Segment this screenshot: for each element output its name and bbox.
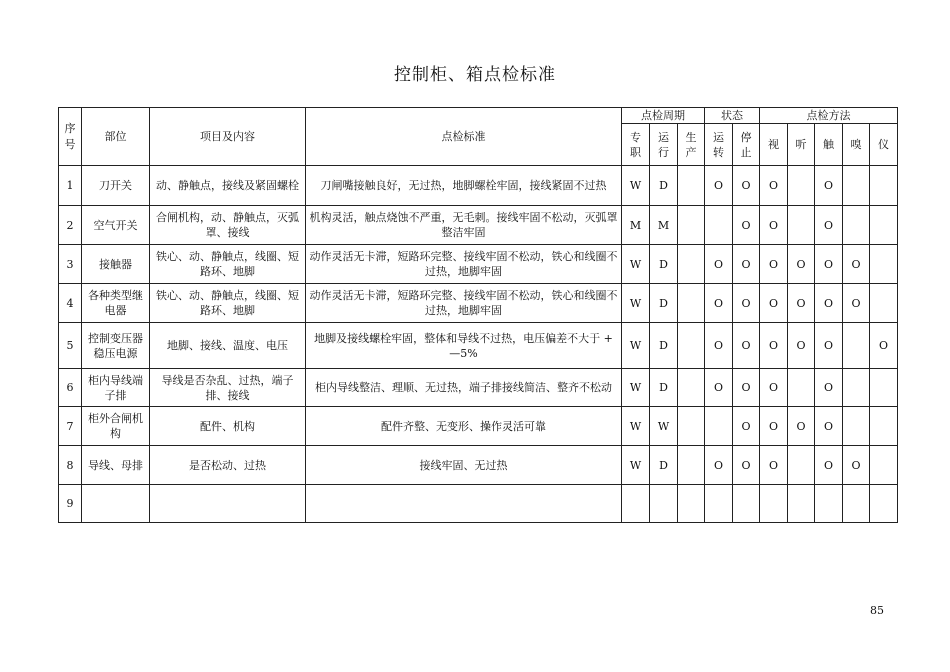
- mark-cell: D: [650, 166, 678, 206]
- row-item: 配件、机构: [150, 407, 306, 446]
- table-row: [59, 369, 898, 407]
- mark-cell: O: [760, 166, 788, 206]
- mark-cell: [843, 485, 870, 523]
- mark-cell: W: [622, 323, 650, 369]
- mark-cell: [870, 245, 898, 284]
- mark-cell: O: [705, 245, 733, 284]
- row-standard: 刀闸嘴接触良好，无过热，地脚螺栓牢固，接线紧固不过热: [306, 166, 622, 206]
- mark-cell: O: [815, 369, 843, 407]
- row-part: 接触器: [82, 245, 150, 284]
- mark-cell: O: [788, 323, 815, 369]
- mark-cell: O: [815, 245, 843, 284]
- header-sub-cell: 生产: [678, 124, 705, 166]
- header-sub-cell: 专职: [622, 124, 650, 166]
- row-item: [150, 485, 306, 523]
- header-sub-cell: 运行: [650, 124, 678, 166]
- mark-cell: [843, 323, 870, 369]
- mark-cell: [705, 485, 733, 523]
- mark-cell: M: [650, 206, 678, 245]
- row-part: 柜外合闸机构: [82, 407, 150, 446]
- mark-cell: O: [870, 323, 898, 369]
- row-item: 是否松动、过热: [150, 446, 306, 485]
- table-row: [59, 323, 898, 369]
- mark-cell: [678, 323, 705, 369]
- header-sub-cell: 嗅: [843, 124, 870, 166]
- header-state: 状态: [705, 108, 760, 124]
- mark-cell: W: [622, 245, 650, 284]
- table-row: [59, 284, 898, 323]
- row-standard: 机构灵活，触点烧蚀不严重，无毛刺。接线牢固不松动，灭弧罩整洁牢固: [306, 206, 622, 245]
- mark-cell: [678, 446, 705, 485]
- header-item: 项目及内容: [150, 108, 306, 166]
- mark-cell: O: [733, 245, 760, 284]
- row-item: 合闸机构，动、静触点，灭弧罩、接线: [150, 206, 306, 245]
- mark-cell: O: [760, 407, 788, 446]
- mark-cell: D: [650, 245, 678, 284]
- row-item: 铁心、动、静触点，线圈、短路环、地脚: [150, 284, 306, 323]
- row-no: 2: [59, 206, 82, 245]
- mark-cell: O: [705, 323, 733, 369]
- mark-cell: [870, 369, 898, 407]
- row-part: 刀开关: [82, 166, 150, 206]
- mark-cell: O: [733, 166, 760, 206]
- row-standard: 接线牢固、无过热: [306, 446, 622, 485]
- mark-cell: [705, 407, 733, 446]
- mark-cell: [788, 485, 815, 523]
- header-sub-cell: 仪: [870, 124, 898, 166]
- mark-cell: M: [622, 206, 650, 245]
- mark-cell: O: [733, 323, 760, 369]
- mark-cell: [678, 206, 705, 245]
- row-no: 4: [59, 284, 82, 323]
- row-part: 导线、母排: [82, 446, 150, 485]
- mark-cell: O: [815, 407, 843, 446]
- mark-cell: O: [733, 284, 760, 323]
- mark-cell: O: [815, 206, 843, 245]
- table-row: [59, 446, 898, 485]
- row-standard: 配件齐整、无变形、操作灵活可靠: [306, 407, 622, 446]
- row-no: 7: [59, 407, 82, 446]
- row-part: 各种类型继电器: [82, 284, 150, 323]
- row-standard: [306, 485, 622, 523]
- mark-cell: [843, 369, 870, 407]
- mark-cell: O: [815, 166, 843, 206]
- mark-cell: [678, 407, 705, 446]
- mark-cell: [678, 369, 705, 407]
- row-item: 导线是否杂乱、过热，端子排、接线: [150, 369, 306, 407]
- mark-cell: O: [788, 245, 815, 284]
- header-sub-cell: 听: [788, 124, 815, 166]
- header-sub-cell: 停止: [733, 124, 760, 166]
- mark-cell: [678, 485, 705, 523]
- row-item: 铁心、动、静触点，线圈、短路环、地脚: [150, 245, 306, 284]
- mark-cell: [870, 206, 898, 245]
- row-item: 动、静触点，接线及紧固螺栓: [150, 166, 306, 206]
- mark-cell: [870, 284, 898, 323]
- mark-cell: O: [815, 284, 843, 323]
- mark-cell: [815, 485, 843, 523]
- mark-cell: O: [705, 166, 733, 206]
- mark-cell: [650, 485, 678, 523]
- mark-cell: O: [705, 284, 733, 323]
- row-no: 3: [59, 245, 82, 284]
- header-method: 点检方法: [760, 108, 898, 124]
- mark-cell: [843, 166, 870, 206]
- row-standard: 地脚及接线螺栓牢固，整体和导线不过热，电压偏差不大于 + —5%: [306, 323, 622, 369]
- header-sub-cell: 运转: [705, 124, 733, 166]
- row-part: 控制变压器稳压电源: [82, 323, 150, 369]
- mark-cell: [843, 206, 870, 245]
- row-standard: 柜内导线整洁、理顺、无过热，端子排接线简洁、整齐不松动: [306, 369, 622, 407]
- mark-cell: [733, 485, 760, 523]
- page-title: 控制柜、箱点检标准: [394, 65, 556, 85]
- header-seq: 序号: [59, 108, 82, 166]
- header-standard: 点检标准: [306, 108, 622, 166]
- mark-cell: O: [788, 407, 815, 446]
- mark-cell: O: [733, 369, 760, 407]
- mark-cell: [788, 166, 815, 206]
- header-sub-cell: 触: [815, 124, 843, 166]
- mark-cell: D: [650, 284, 678, 323]
- mark-cell: [705, 206, 733, 245]
- table-row: [59, 485, 898, 523]
- mark-cell: W: [622, 166, 650, 206]
- table-row: [59, 166, 898, 206]
- mark-cell: O: [843, 284, 870, 323]
- row-no: 8: [59, 446, 82, 485]
- row-item: 地脚、接线、温度、电压: [150, 323, 306, 369]
- table-body: [59, 166, 898, 523]
- mark-cell: [678, 166, 705, 206]
- mark-cell: O: [760, 446, 788, 485]
- row-part: 空气开关: [82, 206, 150, 245]
- mark-cell: [788, 369, 815, 407]
- row-standard: 动作灵活无卡滞，短路环完整、接线牢固不松动，铁心和线圈不过热，地脚牢固: [306, 245, 622, 284]
- mark-cell: [870, 166, 898, 206]
- row-no: 6: [59, 369, 82, 407]
- mark-cell: O: [760, 323, 788, 369]
- row-standard: 动作灵活无卡滞，短路环完整、接线牢固不松动，铁心和线圈不过热，地脚牢固: [306, 284, 622, 323]
- mark-cell: D: [650, 323, 678, 369]
- mark-cell: O: [843, 446, 870, 485]
- header-part: 部位: [82, 108, 150, 166]
- mark-cell: O: [815, 446, 843, 485]
- mark-cell: O: [760, 245, 788, 284]
- mark-cell: [870, 407, 898, 446]
- mark-cell: [678, 245, 705, 284]
- header-cycle: 点检周期: [622, 108, 705, 124]
- mark-cell: W: [622, 369, 650, 407]
- mark-cell: O: [760, 369, 788, 407]
- row-part: 柜内导线端子排: [82, 369, 150, 407]
- mark-cell: O: [843, 245, 870, 284]
- header-sub-cell: 视: [760, 124, 788, 166]
- table-row: [59, 407, 898, 446]
- mark-cell: [678, 284, 705, 323]
- mark-cell: O: [760, 284, 788, 323]
- mark-cell: O: [733, 407, 760, 446]
- row-no: 1: [59, 166, 82, 206]
- mark-cell: [843, 407, 870, 446]
- table-row: [59, 245, 898, 284]
- mark-cell: D: [650, 369, 678, 407]
- row-no: 9: [59, 485, 82, 523]
- mark-cell: O: [760, 206, 788, 245]
- mark-cell: O: [733, 206, 760, 245]
- mark-cell: [788, 206, 815, 245]
- mark-cell: D: [650, 446, 678, 485]
- mark-cell: W: [622, 446, 650, 485]
- mark-cell: [870, 446, 898, 485]
- mark-cell: O: [788, 284, 815, 323]
- mark-cell: [788, 446, 815, 485]
- mark-cell: O: [733, 446, 760, 485]
- row-no: 5: [59, 323, 82, 369]
- mark-cell: [622, 485, 650, 523]
- mark-cell: [760, 485, 788, 523]
- mark-cell: W: [650, 407, 678, 446]
- mark-cell: O: [815, 323, 843, 369]
- mark-cell: [870, 485, 898, 523]
- mark-cell: O: [705, 446, 733, 485]
- inspection-table: [58, 107, 898, 523]
- page-number: 85: [870, 604, 884, 617]
- row-part: [82, 485, 150, 523]
- table-row: [59, 206, 898, 245]
- mark-cell: O: [705, 369, 733, 407]
- mark-cell: W: [622, 407, 650, 446]
- mark-cell: W: [622, 284, 650, 323]
